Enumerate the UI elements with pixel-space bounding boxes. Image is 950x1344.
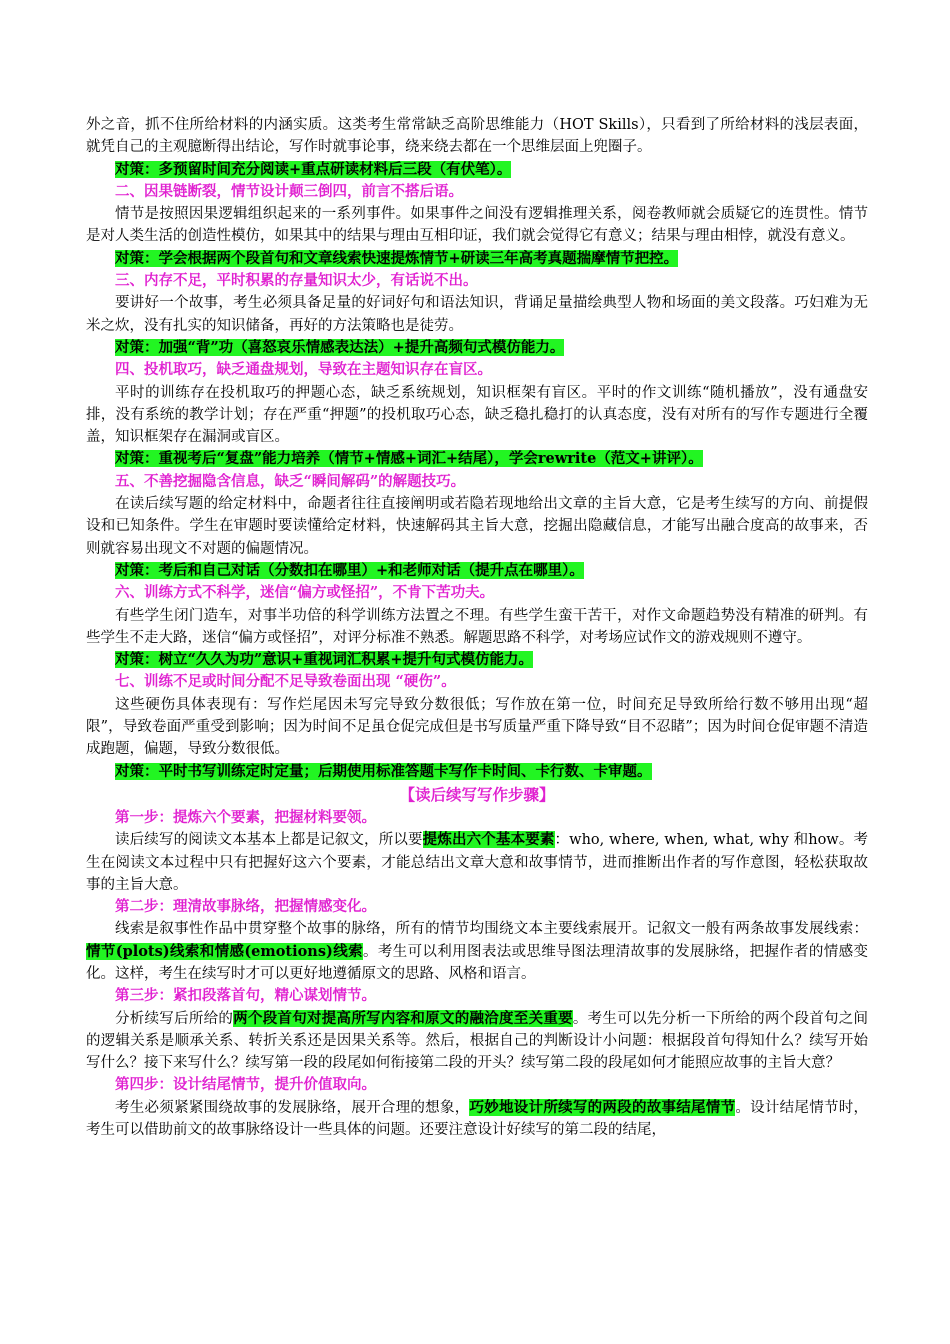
strategy-text: 对策：重视考后“复盘”能力培养（情节+情感+词汇+结尾），学会rewrite（范文+讲评）。 bbox=[115, 450, 703, 468]
problem-paragraph: 平时的训练存在投机取巧的押题心态，缺乏系统规划，知识框架有盲区。平时的作文训练“随机播放”，没有通盘安排，没有系统的教学计划；存在严重“押题”的投机取巧心态，缺乏稳扎稳打的认真态度，没有对所有的写作专题进行全覆盖，知识框架存在漏洞或盲区。 bbox=[86, 384, 868, 446]
problem-paragraph: 这些硬伤具体表现有：写作烂尾因未写完导致分数很低；写作放在第一位，时间充足导致所给行数不够用出现“超限”，导致卷面严重受到影响；因为时间不足虽仓促完成但是书写质量严重下降导致“目不忍睹”；因为时间仓促审题不清造成跑题，偏题，导致分数很低。 bbox=[86, 696, 868, 758]
step-highlight: 提炼出六个基本要素 bbox=[422, 831, 555, 849]
section-title: 【读后续写写作步骤】 bbox=[399, 784, 555, 804]
problem-paragraph: 有些学生闭门造车，对事半功倍的科学训练方法置之不理。有些学生蛮干苦干，对作文命题趋势没有精准的研判。有些学生不走大路，迷信“偏方或怪招”，对评分标准不熟悉。解题思路不科学，对考场应试作文的游戏规则不遵守。 bbox=[86, 607, 868, 646]
step-text: 线索是叙事性作品中贯穿整个故事的脉络，所有的情节均围绕文本主要线索展开。记叙文一般有两条故事发展线索： bbox=[115, 921, 868, 938]
step-text: ：who, where, when, what, why 和how。考生在阅读文本过程中只有把握好这六个要素，才能总结出文章大意和故事情节，进而推断出作者的写作意图，轻松获取故事的主旨大意。 bbox=[86, 832, 869, 893]
strategy-text: 对策：平时书写训练定时定量；后期使用标准答题卡写作卡时间、卡行数、卡审题。 bbox=[115, 762, 652, 780]
strategy-text: 对策：考后和自己对话（分数扣在哪里）+和老师对话（提升点在哪里）。 bbox=[115, 561, 584, 579]
step-highlight: 巧妙地设计所续写的两段的故事结尾情节 bbox=[469, 1098, 736, 1116]
step-heading: 第三步：紧扣段落首句，精心谋划情节。 bbox=[115, 987, 376, 1005]
strategy-line bbox=[86, 560, 868, 582]
problem-heading: 二、因果链断裂，情节设计颠三倒四，前言不搭后语。 bbox=[115, 182, 463, 200]
problem-heading: 四、投机取巧，缺乏通盘规划，导致在主题知识存在盲区。 bbox=[115, 361, 492, 379]
problem-heading: 七、训练不足或时间分配不足导致卷面出现 “硬伤”。 bbox=[115, 673, 456, 691]
strategy-line bbox=[86, 248, 868, 270]
step-highlight: 两个段首句对提高所写内容和原文的融洽度至关重要 bbox=[233, 1009, 573, 1027]
strategy-text: 对策：多预留时间充分阅读+重点研读材料后三段（有伏笔）。 bbox=[115, 160, 512, 178]
strategy-line bbox=[86, 761, 868, 783]
step-text: 考生必须紧紧围绕故事的发展脉络，展开合理的想象， bbox=[115, 1099, 470, 1116]
intro-paragraph: 外之音，抓不住所给材料的内涵实质。这类考生常常缺乏高阶思维能力（HOT Skills），只看到了所给材料的浅层表面，就凭自己的主观臆断得出结论，写作时就事论事，绕来绕去都在一个思维层面上兜圈子。 bbox=[86, 117, 868, 156]
step-paragraph bbox=[86, 1008, 868, 1075]
problem-heading: 六、训练方式不科学，迷信“偏方或怪招”，不肯下苦功夫。 bbox=[115, 584, 495, 602]
step-heading: 第四步：设计结尾情节，提升价值取向。 bbox=[115, 1076, 376, 1094]
problem-heading: 三、内存不足，平时积累的存量知识太少，有话说不出。 bbox=[115, 272, 478, 290]
step-text: 分析续写后所给的 bbox=[115, 1010, 234, 1027]
step-heading: 第一步：提炼六个要素，把握材料要领。 bbox=[115, 808, 376, 826]
step-paragraph bbox=[86, 918, 868, 985]
problem-paragraph: 情节是按照因果逻辑组织起来的一系列事件。如果事件之间没有逻辑推理关系，阅卷教师就会质疑它的连贯性。情节是对人类生活的创造性模仿，如果其中的结果与理由互相印证，我们就会觉得它有意义；结果与理由相悖，就没有意义。 bbox=[86, 206, 868, 245]
step-text: 。设计结尾情节时，考生可以借助前文的故事脉络设计一些具体的问题。还要注意设计好续写的第二段的结尾， bbox=[86, 1099, 869, 1139]
step-text: 。考生可以利用图表法或思维导图法理清故事的发展脉络，把握作者的情感变化。这样，考生在续写时才可以更好地遵循原文的思路、风格和语言。 bbox=[86, 943, 869, 982]
problem-heading: 五、不善挖掘隐含信息，缺乏“瞬间解码”的解题技巧。 bbox=[115, 472, 466, 490]
strategy-line bbox=[86, 448, 868, 470]
document-page bbox=[86, 114, 868, 1141]
problem-paragraph: 在读后续写题的给定材料中，命题者往往直接阐明或若隐若现地给出文章的主旨大意，它是考生续写的方向、前提假设和已知条件。学生在审题时要读懂给定材料，快速解码其主旨大意，挖掘出隐藏信息，才能写出融合度高的故事来，否则就容易出现文不对题的偏题情况。 bbox=[86, 496, 868, 557]
step-highlight: 情节(plots)线索和情感(emotions)线索 bbox=[86, 942, 363, 960]
strategy-line bbox=[86, 337, 868, 359]
step-paragraph bbox=[86, 829, 868, 896]
step-text: 。考生可以先分析一下所给的两个段首句之间的逻辑关系是顺承关系、转折关系还是因果关系等。然后，根据自己的判断设计小问题：根据段首句得知什么？续写开始写什么？接下来写什么？续写第一段的段尾如何衔接第二段的开头？续写第二段的段尾如何才能照应故事的主旨大意？ bbox=[86, 1010, 869, 1072]
strategy-text: 对策：学会根据两个段首句和文章线索快速提炼情节+研读三年高考真题揣摩情节把控。 bbox=[115, 249, 679, 267]
step-heading: 第二步：理清故事脉络，把握情感变化。 bbox=[115, 898, 376, 916]
strategy-text: 对策：树立“久久为功”意识+重视词汇积累+提升句式模仿能力。 bbox=[115, 651, 533, 669]
strategy-line bbox=[86, 159, 868, 181]
step-paragraph bbox=[86, 1097, 868, 1142]
strategy-text: 对策：加强“背”功（喜怒哀乐情感表达法）+提升高频句式模仿能力。 bbox=[115, 338, 565, 356]
step-text: 读后续写的阅读文本基本上都是记叙文，所以要 bbox=[115, 832, 423, 849]
strategy-line bbox=[86, 649, 868, 671]
problem-paragraph: 要讲好一个故事，考生必须具备足量的好词好句和语法知识，背诵足量描绘典型人物和场面的美文段落。巧妇难为无米之炊，没有扎实的知识储备，再好的方法策略也是徒劳。 bbox=[86, 295, 868, 334]
